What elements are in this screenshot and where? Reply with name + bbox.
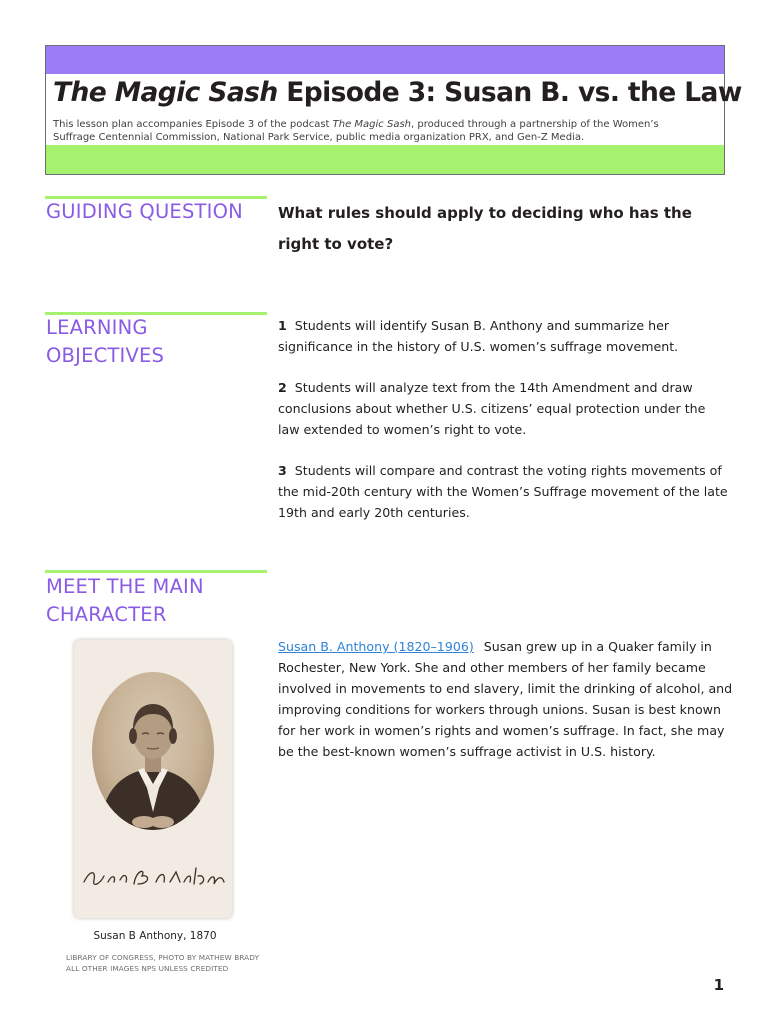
objective-item (278, 377, 728, 440)
character-bio-text: Susan grew up in a Quaker family in Rochester, New York. She and other members of her family became involved in movements to end slavery, limit the drinking of alcohol, and improving conditions for workers through unions. Susan is best known for her work in women’s rights and women’s suffrage. In fact, she may be the best-known women’s suffrage activist in U.S. history. (278, 639, 733, 759)
intro-paragraph (53, 118, 693, 144)
page-number: 1 (713, 976, 724, 994)
objective-text: Students will compare and contrast the voting rights movements of the mid-20th century with the Women’s Suffrage movement of the late 19th and early 20th centuries. (278, 463, 728, 520)
objectives-heading-line1: LEARNING (46, 316, 148, 339)
character-link[interactable]: Susan B. Anthony (1820–1906) (278, 639, 474, 654)
header-purple-bar (46, 46, 724, 74)
objective-number: 3 (278, 463, 287, 478)
portrait-photo-card (74, 640, 232, 918)
header-box (45, 45, 742, 175)
intro-text-end: , produced through a partnership of the Women’s Suffrage Centennial Commission, National Park Service, public media organization PRX, and Gen-Z Media. (53, 119, 659, 143)
title-episode: Episode 3: Susan B. vs. the Law (277, 77, 742, 108)
character-heading (46, 573, 204, 629)
portrait-image (92, 672, 214, 830)
objective-number: 1 (278, 318, 287, 333)
photo-caption: Susan B Anthony, 1870 (93, 930, 217, 942)
page-title (53, 77, 742, 108)
objectives-heading (46, 314, 164, 370)
objective-item (278, 460, 728, 523)
objective-text: Students will identify Susan B. Anthony and summarize her significance in the history of U.S. women’s suffrage movement. (278, 318, 679, 354)
guiding-question-heading: GUIDING QUESTION (46, 200, 243, 223)
guiding-question-text: What rules should apply to deciding who has the right to vote? (278, 204, 692, 253)
objective-item (278, 315, 728, 357)
character-heading-line2: CHARACTER (46, 603, 167, 626)
header-green-bar (46, 145, 724, 174)
character-bio (278, 636, 733, 762)
signature-image (80, 862, 228, 892)
objectives-heading-line2: OBJECTIVES (46, 344, 165, 367)
objectives-list (278, 315, 728, 543)
objective-text: Students will analyze text from the 14th Amendment and draw conclusions about whether U.S. citizens’ equal protection under the law extended to women’s right to vote. (278, 380, 706, 437)
objective-number: 2 (278, 380, 287, 395)
portrait-illustration (92, 672, 214, 830)
credit-line: LIBRARY OF CONGRESS, PHOTO BY MATHEW BRADY (66, 953, 260, 962)
credit-line: ALL OTHER IMAGES NPS UNLESS CREDITED (66, 964, 229, 973)
intro-text-start: This lesson plan accompanies Episode 3 of the podcast (53, 119, 333, 130)
character-heading-line1: MEET THE MAIN (46, 575, 204, 598)
intro-podcast-name: The Magic Sash (332, 119, 411, 130)
title-podcast-name: The Magic Sash (53, 77, 278, 108)
image-credits (66, 952, 296, 974)
